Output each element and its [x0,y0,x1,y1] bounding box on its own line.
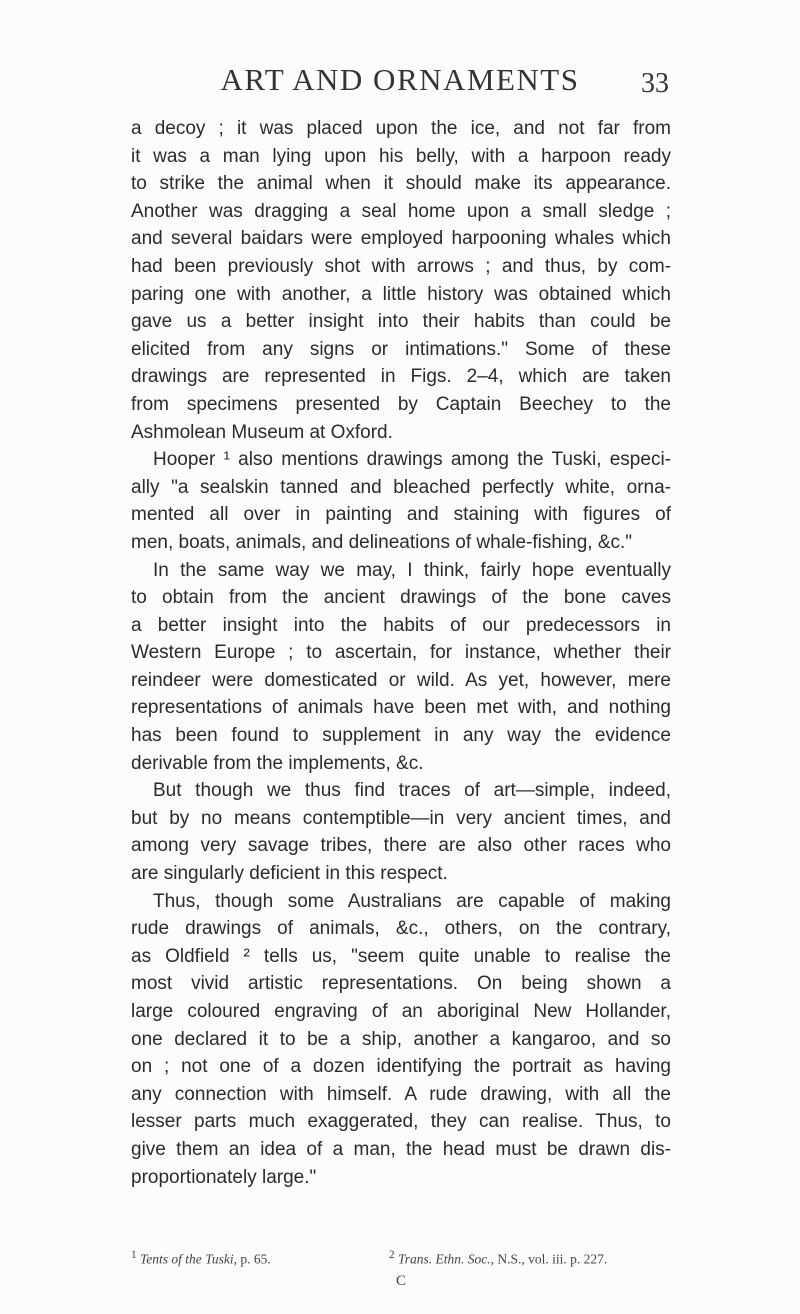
text-line: Ashmolean Museum at Oxford. [131,421,393,443]
text-line: among very savage tribes, there are also other races who [131,835,671,857]
text-line: paring one with another, a little history was obtained which [131,283,671,305]
footnote-source-title: Trans. Ethn. Soc. [398,1251,491,1267]
text-line: derivable from the implements, &c. [131,752,424,774]
text-line: to obtain from the ancient drawings of the bone caves [131,587,671,609]
text-line: one declared it to be a ship, another a kangaroo, and so [131,1028,671,1050]
text-line: representations of animals have been met with, and nothing [131,697,671,719]
text-line: a decoy ; it was placed upon the ice, and not far from [131,118,671,139]
running-head [0,62,800,102]
text-line: mented all over in painting and staining with figures of [131,504,671,526]
text-line: large coloured engraving of an aboriginal New Hollander, [131,1001,671,1022]
text-line: Thus, though some Australians are capable of making [153,890,671,912]
text-line: any connection with himself. A rude drawing, with all the [131,1083,671,1105]
footnote-marker: 1 [131,1249,137,1261]
text-line: Another was dragging a seal home upon a small sledge ; [131,200,671,222]
text-line: give them an idea of a man, the head must be drawn dis- [131,1138,671,1160]
text-line: a better insight into the habits of our predecessors in [131,614,671,636]
footnote-1 [131,1249,271,1268]
text-line: lesser parts much exaggerated, they can realise. Thus, to [131,1111,671,1133]
text-line: rude drawings of animals, &c., others, on the contrary, [131,918,671,940]
body-text [131,115,671,1191]
text-line: reindeer were domesticated or wild. As yet, however, mere [131,669,671,691]
text-line: has been found to supplement in any way the evidence [131,725,671,747]
text-line: are singularly deficient in this respect. [131,863,448,885]
text-line: Hooper ¹ also mentions drawings among the Tuski, especi- [153,449,671,471]
text-line: drawings are represented in Figs. 2–4, which are taken [131,366,671,388]
footnote-reference: , N.S., vol. iii. p. 227. [490,1251,608,1267]
text-line: proportionately large." [131,1166,317,1188]
text-line: had been previously shot with arrows ; and thus, by com- [131,255,671,277]
text-line: to strike the animal when it should make its appearance. [131,173,671,195]
text-line: on ; not one of a dozen identifying the portrait as having [131,1056,671,1078]
text-line: But though we thus find traces of art—simple, indeed, [153,780,671,802]
text-line: men, boats, animals, and delineations of whale-fishing, &c." [131,531,633,553]
text-line: Western Europe ; to ascertain, for instance, whether their [131,642,671,664]
text-line: and several baidars were employed harpooning whales which [131,228,671,250]
footnote-marker: 2 [389,1249,395,1261]
signature-mark: C [395,1273,406,1289]
text-line: it was a man lying upon his belly, with a harpoon ready [131,145,671,167]
page-number: 33 [641,68,669,99]
text-line: but by no means contemptible—in very ancient times, and [131,807,671,829]
text-line: most vivid artistic representations. On being shown a [131,973,671,995]
text-line: elicited from any signs or intimations." Some of these [131,338,671,360]
footnote-source-title: Tents of the Tuski [140,1251,234,1267]
text-line: gave us a better insight into their habits than could be [131,311,671,333]
text-line: In the same way we may, I think, fairly hope eventually [153,559,671,581]
running-title: ART AND ORNAMENTS [220,62,580,97]
text-line: from specimens presented by Captain Beechey to the [131,393,671,415]
text-line: as Oldfield ² tells us, "seem quite unable to realise the [131,945,671,967]
footnote-2 [389,1249,607,1268]
text-line: ally "a sealskin tanned and bleached perfectly white, orna- [131,476,671,498]
footnote-reference: , p. 65. [233,1251,271,1267]
